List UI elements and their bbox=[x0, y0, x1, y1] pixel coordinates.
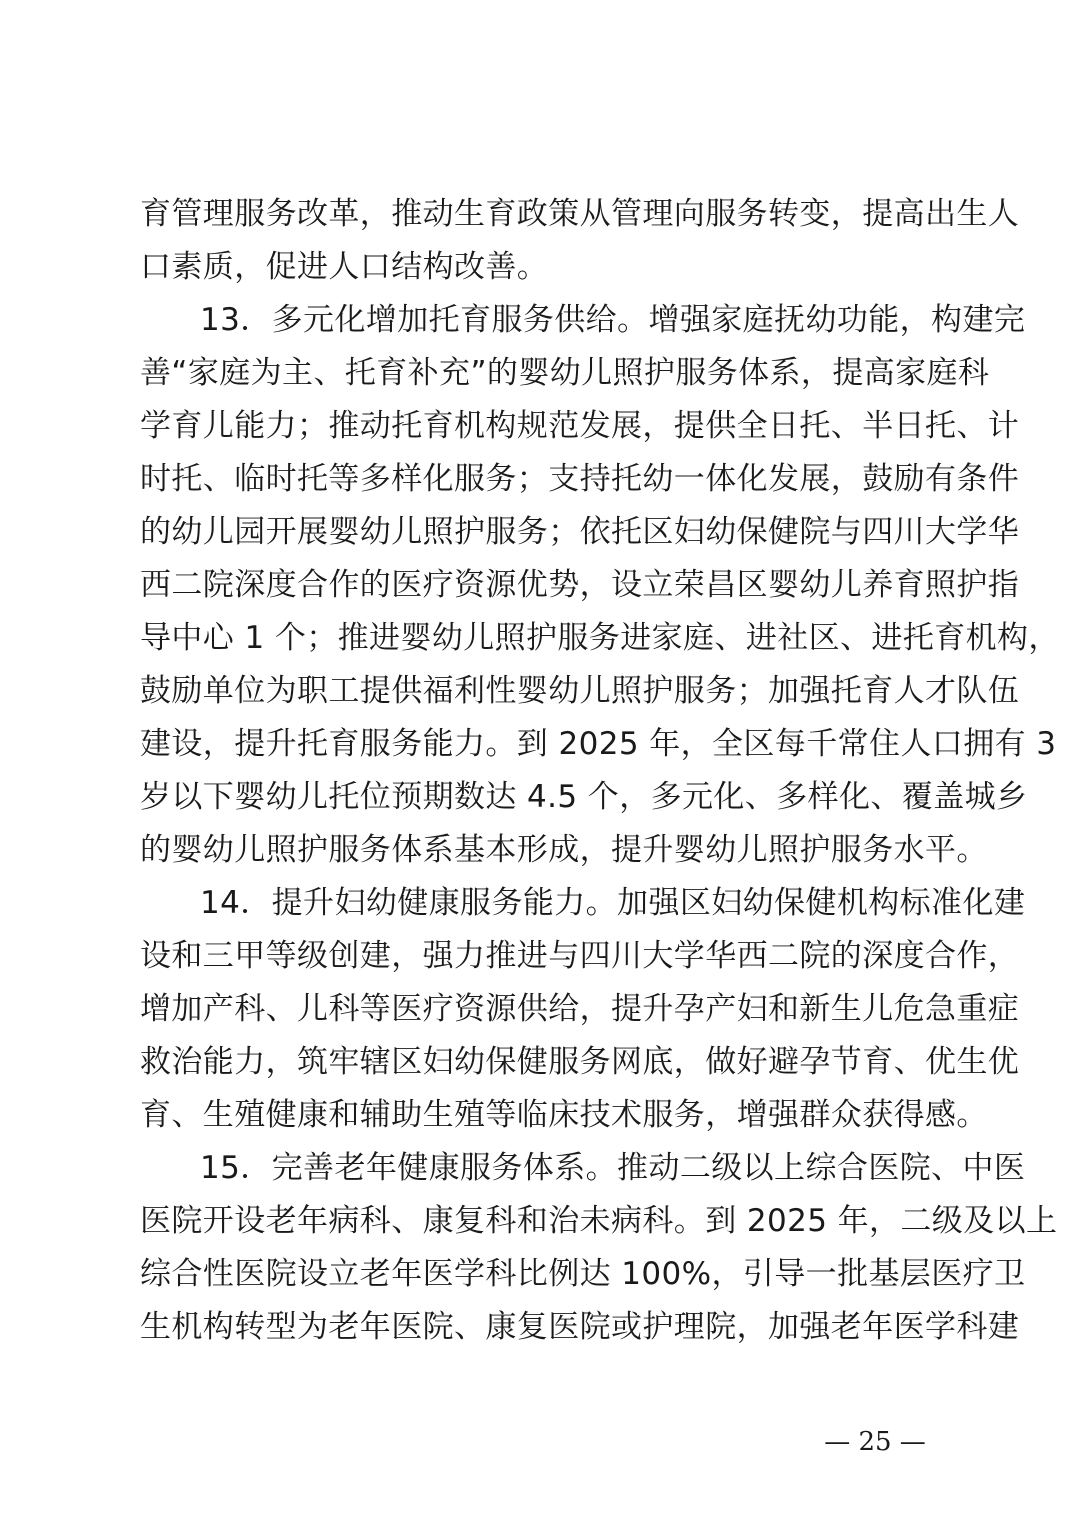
text-line: 救治能力，筑牢辖区妇幼保健服务网底，做好避孕节育、优生优 bbox=[140, 1044, 1020, 1080]
text-line: 学育儿能力；推动托育机构规范发展，提供全日托、半日托、计 bbox=[140, 408, 1020, 444]
text-line: 育、生殖健康和辅助生殖等临床技术服务，增强群众获得感。 bbox=[140, 1097, 988, 1133]
text-line: 岁以下婴幼儿托位预期数达 4.5 个，多元化、多样化、覆盖城乡 bbox=[140, 779, 1028, 815]
text-line: 导中心 1 个；推进婴幼儿照护服务进家庭、进社区、进托育机构， bbox=[140, 620, 1060, 656]
text-line: 西二院深度合作的医疗资源优势，设立荣昌区婴幼儿养育照护指 bbox=[140, 567, 1020, 603]
text-line: 善“家庭为主、托育补充”的婴幼儿照护服务体系，提高家庭科 bbox=[140, 355, 990, 391]
text-line: 口素质，促进人口结构改善。 bbox=[140, 249, 549, 285]
text-line: 增加产科、儿科等医疗资源供给，提升孕产妇和新生儿危急重症 bbox=[140, 991, 1020, 1027]
text-line: 生机构转型为老年医院、康复医院或护理院，加强老年医学科建 bbox=[140, 1309, 1020, 1345]
paragraph-first-line: 15．完善老年健康服务体系。推动二级以上综合医院、中医 bbox=[200, 1150, 1026, 1186]
text-line: 医院开设老年病科、康复科和治未病科。到 2025 年，二级及以上 bbox=[140, 1203, 1058, 1239]
text-line: 育管理服务改革，推动生育政策从管理向服务转变，提高出生人 bbox=[140, 196, 1020, 232]
text-line: 时托、临时托等多样化服务；支持托幼一体化发展，鼓励有条件 bbox=[140, 461, 1020, 497]
text-line: 的婴幼儿照护服务体系基本形成，提升婴幼儿照护服务水平。 bbox=[140, 832, 988, 868]
text-line: 综合性医院设立老年医学科比例达 100%，引导一批基层医疗卫 bbox=[140, 1256, 1026, 1292]
page-number: — 25 — bbox=[824, 1427, 926, 1457]
paragraph-first-line: 14．提升妇幼健康服务能力。加强区妇幼保健机构标准化建 bbox=[200, 885, 1026, 921]
text-line: 鼓励单位为职工提供福利性婴幼儿照护服务；加强托育人才队伍 bbox=[140, 673, 1020, 709]
body-text bbox=[140, 188, 1060, 1354]
text-line: 建设，提升托育服务能力。到 2025 年，全区每千常住人口拥有 3 bbox=[140, 726, 1057, 762]
text-line: 的幼儿园开展婴幼儿照护服务；依托区妇幼保健院与四川大学华 bbox=[140, 514, 1020, 550]
text-line: 设和三甲等级创建，强力推进与四川大学华西二院的深度合作， bbox=[140, 938, 1020, 974]
paragraph-first-line: 13．多元化增加托育服务供给。增强家庭抚幼功能，构建完 bbox=[200, 302, 1026, 338]
